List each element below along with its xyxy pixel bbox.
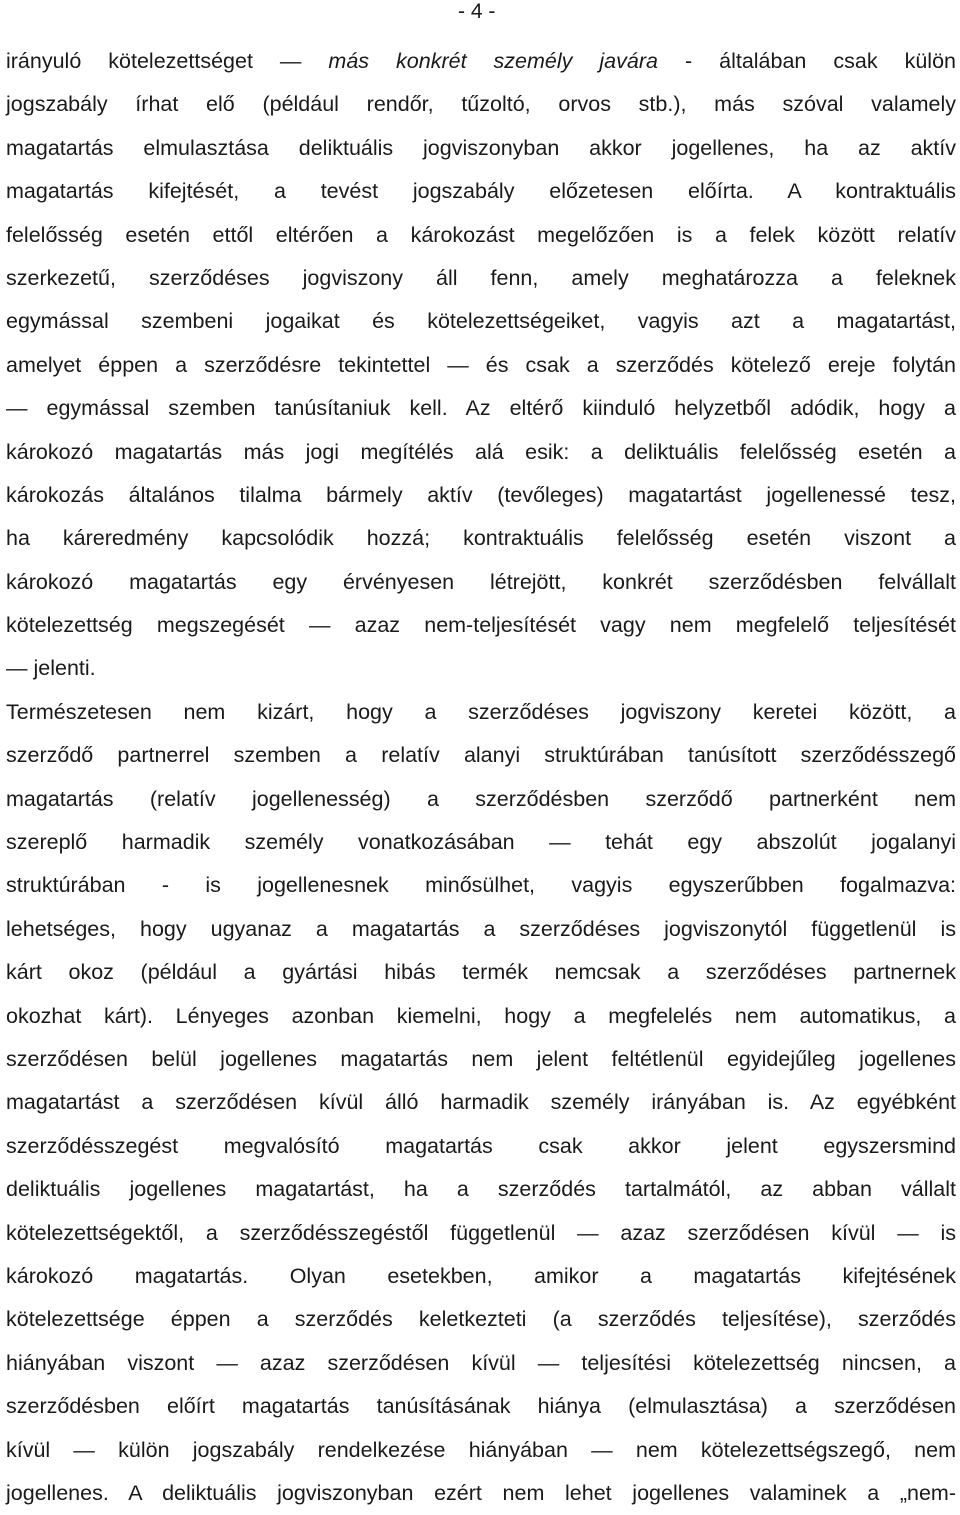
paragraph-2 — [6, 691, 956, 1515]
text-line: deliktuális jogellenes magatartást, ha a szerződés tartalmától, az abban vállalt — [6, 1177, 956, 1202]
text-line: amelyet éppen a szerződésre tekintettel — és csak a szerződés kötelező ereje folytán — [6, 352, 956, 377]
text-line: kárt okoz (például a gyártási hibás termék nemcsak a szerződéses partnernek — [6, 960, 956, 985]
text-line — [6, 40, 956, 83]
text-line: károkozó magatartás egy érvényesen létrejött, konkrét szerződésben felvállalt — [6, 569, 956, 594]
text-line: szerződő partnerrel szemben a relatív alanyi struktúrában tanúsított szerződésszegő — [6, 743, 956, 768]
emphasized-text: más konkrét személy javára — [328, 49, 658, 73]
text-line: kívül — külön jogszabály rendelkezése hiányában — nem kötelezettségszegő, nem — [6, 1437, 956, 1462]
text-line: károkozás általános tilalma bármely aktív (tevőleges) magatartást jogellenessé tesz, — [6, 482, 956, 507]
text-line: hiányában viszont — azaz szerződésen kívül — teljesítési kötelezettség nincsen, a — [6, 1350, 956, 1375]
document-body — [6, 40, 956, 1515]
text-line: struktúrában - is jogellenesnek minősülhet, vagyis egyszerűbben fogalmazva: — [6, 873, 956, 898]
text-line: Természetesen nem kizárt, hogy a szerződéses jogviszony keretei között, a — [6, 699, 956, 724]
text-line: magatartást a szerződésen kívül álló harmadik személy irányában is. Az egyébként — [6, 1090, 956, 1115]
paragraph-1 — [6, 40, 956, 691]
text-line: felelősség esetén ettől eltérően a károkozást megelőzően is a felek között relatív — [6, 222, 956, 247]
text-line: ha káreredmény kapcsolódik hozzá; kontraktuális felelősség esetén viszont a — [6, 526, 956, 551]
text-line: szerkezetű, szerződéses jogviszony áll fenn, amely meghatározza a feleknek — [6, 265, 956, 290]
text-line: kötelezettsége éppen a szerződés keletkezteti (a szerződés teljesítése), szerződés — [6, 1307, 956, 1332]
text-span: irányuló kötelezettséget — — [6, 49, 329, 73]
text-span: - általában csak külön — [657, 49, 956, 73]
text-line: kötelezettség megszegését — azaz nem-teljesítését vagy nem megfelelő teljesítését — [6, 613, 956, 638]
text-line: magatartás elmulasztása deliktuális jogviszonyban akkor jogellenes, ha az aktív — [6, 135, 956, 160]
text-line: okozhat kárt). Lényeges azonban kiemelni, hogy a megfelelés nem automatikus, a — [6, 1003, 956, 1028]
text-line: szereplő harmadik személy vonatkozásában — tehát egy abszolút jogalanyi — [6, 830, 956, 855]
text-line: károkozó magatartás más jogi megítélés alá esik: a deliktuális felelősség esetén a — [6, 439, 956, 464]
page-number: - 4 - — [458, 0, 496, 23]
text-line: károkozó magatartás. Olyan esetekben, amikor a magatartás kifejtésének — [6, 1263, 956, 1288]
text-line: szerződésen belül jogellenes magatartás nem jelent feltétlenül egyidejűleg jogellenes — [6, 1046, 956, 1071]
text-line: — egymással szemben tanúsítaniuk kell. Az eltérő kiinduló helyzetből adódik, hogy a — [6, 396, 956, 421]
text-line: kötelezettségektől, a szerződésszegéstől függetlenül — azaz szerződésen kívül — is — [6, 1220, 956, 1245]
text-line: lehetséges, hogy ugyanaz a magatartás a szerződéses jogviszonytól függetlenül is — [6, 916, 956, 941]
text-line: egymással szembeni jogaikat és kötelezettségeiket, vagyis azt a magatartást, — [6, 309, 956, 334]
text-line: — jelenti. — [6, 656, 96, 681]
text-line: magatartás kifejtését, a tevést jogszabály előzetesen előírta. A kontraktuális — [6, 179, 956, 204]
text-line: szerződésben előírt magatartás tanúsításának hiánya (elmulasztása) a szerződésen — [6, 1394, 956, 1419]
text-line: jogellenes. A deliktuális jogviszonyban ezért nem lehet jogellenes valaminek a „nem- — [6, 1480, 956, 1505]
text-line: jogszabály írhat elő (például rendőr, tűzoltó, orvos stb.), más szóval valamely — [6, 92, 956, 117]
text-line: magatartás (relatív jogellenesség) a szerződésben szerződő partnerként nem — [6, 786, 956, 811]
text-line: szerződésszegést megvalósító magatartás csak akkor jelent egyszersmind — [6, 1133, 956, 1158]
